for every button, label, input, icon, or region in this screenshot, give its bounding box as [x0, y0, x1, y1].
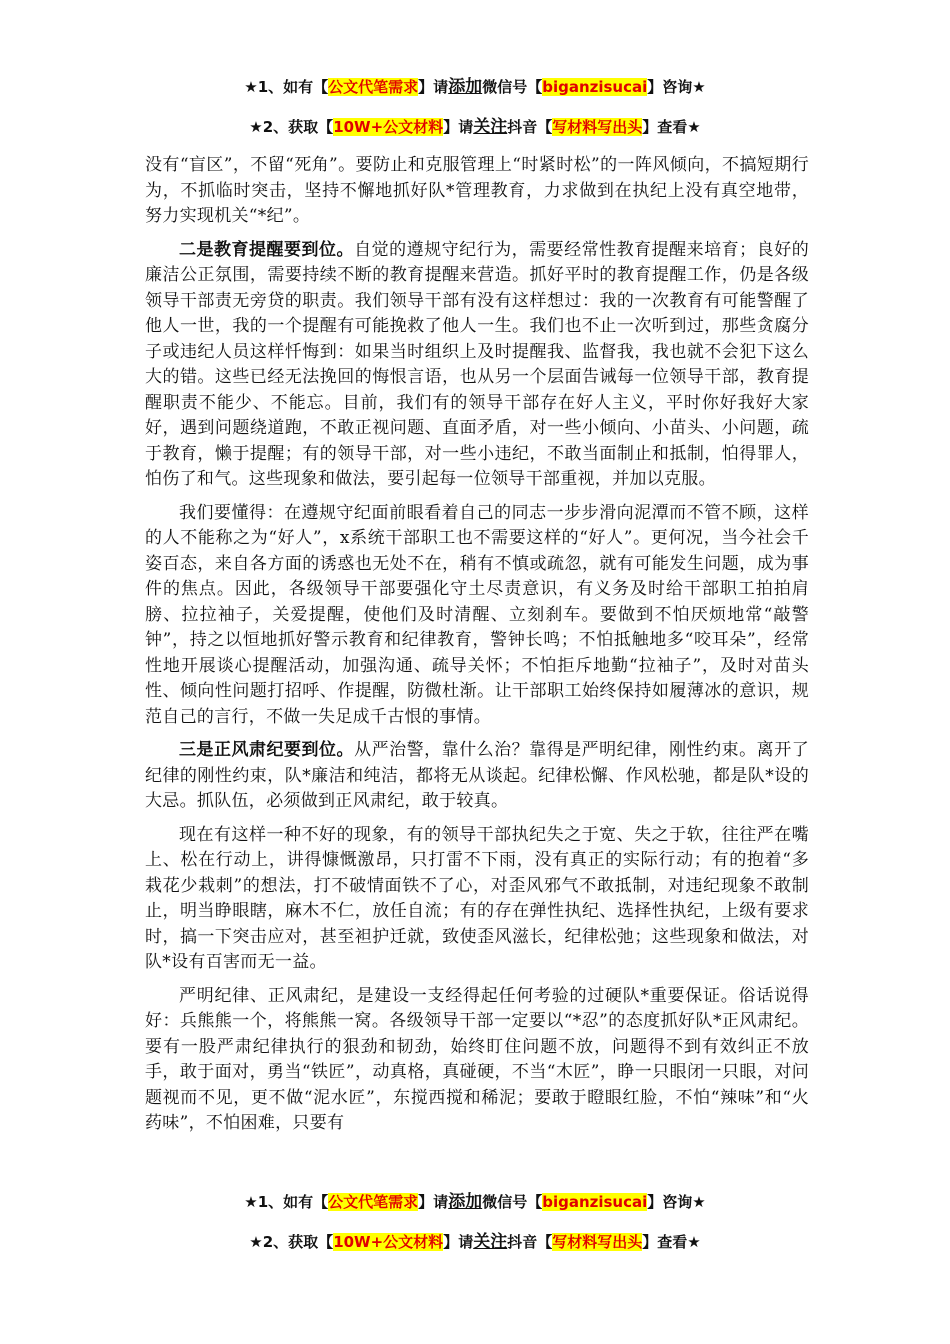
banner-highlight: 10W+公文材料: [333, 1233, 444, 1251]
banner-emphasis: 关注: [473, 1232, 508, 1252]
banner-text: 微信号【: [482, 1193, 543, 1211]
banner-text: 微信号【: [482, 78, 543, 96]
banner-text: 】咨询★: [647, 1193, 706, 1211]
header-banner-line1: [0, 72, 950, 97]
footer-banner-line2: [0, 1227, 950, 1252]
banner-text: ★1、如有【: [244, 78, 329, 96]
banner-highlight: 公文代笔需求: [328, 78, 419, 96]
banner-wechat-id: biganzisucai: [542, 78, 648, 96]
banner-highlight: 公文代笔需求: [328, 1193, 419, 1211]
paragraph: 我们要懂得：在遵规守纪面前眼看着自己的同志一步步滑向泥潭而不管不顾，这样的人不能称之为“好人”，x系统干部职工也不需要这样的“好人”。更何况，当今社会千姿百态，来自各方面的诱惑也无处不在，稍有不慎或疏忽，就有可能发生问题，成为事件的焦点。因此，各级领导干部要强化守土尽责意识，有义务及时给干部职工拍拍肩膀、拉拉袖子，关爱提醒，使他们及时清醒、立刻刹车。要做到不怕厌烦地常“敲警钟”，持之以恒地抓好警示教育和纪律教育，警钟长鸣；不怕抵触地多“咬耳朵”，经常性地开展谈心提醒活动，加强沟通、疏导关怀；不怕拒斥地勤“拉袖子”，及时对苗头性、倾向性问题打招呼、作提醒，防微杜渐。让干部职工始终保持如履薄冰的意识，规范自己的言行，不做一失足成千古恨的事情。: [145, 502, 809, 727]
banner-emphasis: 添加: [448, 1192, 483, 1212]
banner-text: 】查看★: [642, 118, 701, 136]
banner-text: ★1、如有【: [244, 1193, 329, 1211]
paragraph-text: 从严治警，靠什么治？靠得是严明纪律，刚性约束。离开了纪律的刚性约束，队*廉洁和纯洁，都将无从谈起。纪律松懈、作风松驰，都是队*设的大忌。抓队伍，必须做到正风肃纪，敢于较真。: [145, 740, 809, 811]
banner-text: 抖音【: [507, 1233, 553, 1251]
paragraph: 现在有这样一种不好的现象，有的领导干部执纪失之于宽、失之于软，往往严在嘴上、松在行动上，讲得慷慨激昂，只打雷不下雨，没有真正的实际行动；有的抱着“多栽花少栽刺”的想法，打不破情面铁不了心，对歪风邪气不敢抵制，对违纪现象不敢制止，明当睁眼瞎，麻木不仁，放任自流；有的存在弹性执纪、选择性执纪，上级有要求时，搞一下突击应对，甚至袒护迁就，致使歪风滋长，纪律松弛；这些现象和做法，对队*设有百害而无一益。: [145, 824, 809, 972]
banner-text: 】请: [418, 1193, 449, 1211]
banner-text: ★2、获取【: [249, 1233, 334, 1251]
section-heading: 二是教育提醒要到位。: [179, 239, 355, 260]
banner-wechat-id: biganzisucai: [542, 1193, 648, 1211]
banner-highlight: 10W+公文材料: [333, 118, 444, 136]
footer-banner-line1: [0, 1187, 950, 1212]
banner-douyin-id: 写材料写出头: [552, 1233, 643, 1251]
banner-text: 】请: [443, 118, 474, 136]
banner-text: 】咨询★: [647, 78, 706, 96]
paragraph: 严明纪律、正风肃纪，是建设一支经得起任何考验的过硬队*重要保证。俗话说得好：兵熊熊一个，将熊熊一窝。各级领导干部一定要以“*忍”的态度抓好队*正风肃纪。要有一股严肃纪律执行的狠劲和韧劲，始终盯住问题不放，问题得不到有效纠正不放手，敢于面对，勇当“铁匠”，动真格，真碰硬，不当“木匠”，睁一只眼闭一只眼，对问题视而不见，更不做“泥水匠”，东搅西搅和稀泥；要敢于瞪眼红脸，不怕“辣味”和“火药味”，不怕困难，只要有: [145, 985, 809, 1133]
banner-text: 】请: [418, 78, 449, 96]
paragraph: 没有“盲区”，不留“死角”。要防止和克服管理上“时紧时松”的一阵风倾向，不搞短期行为，不抓临时突击，坚持不懈地抓好队*管理教育，力求做到在执纪上没有真空地带，努力实现机关“*纪”。: [145, 155, 809, 226]
banner-text: ★2、获取【: [249, 118, 334, 136]
banner-text: 】请: [443, 1233, 474, 1251]
section-heading: 三是正风肃纪要到位。: [179, 740, 355, 760]
banner-text: 】查看★: [642, 1233, 701, 1251]
banner-emphasis: 添加: [448, 77, 483, 97]
paragraph: [145, 238, 809, 493]
banner-text: 抖音【: [507, 118, 553, 136]
paragraph-text: 自觉的遵规守纪行为，需要经常性教育提醒来培育；良好的廉洁公正氛围，需要持续不断的教育提醒来营造。抓好平时的教育提醒工作，仍是各级领导干部责无旁贷的职责。我们领导干部有没有这样想过：我的一次教育有可能警醒了他人一世，我的一个提醒有可能挽救了他人一生。我们也不止一次听到过，那些贪腐分子或违纪人员这样忏悔到：如果当时组织上及时提醒我、监督我，我也就不会犯下这么大的错。这些已经无法挽回的悔恨言语，也从另一个层面告诫每一位领导干部，教育提醒职责不能少、不能忘。目前，我们有的领导干部存在好人主义，平时你好我好大家好，遇到问题绕道跑，不敢正视问题、直面矛盾，对一些小倾向、小苗头、小问题，疏于教育，懒于提醒；有的领导干部，对一些小违纪，不敢当面制止和抵制，怕得罪人，怕伤了和气。这些现象和做法，要引起每一位领导干部重视，并加以克服。: [145, 239, 809, 489]
banner-douyin-id: 写材料写出头: [552, 118, 643, 136]
header-banner-line2: [0, 112, 950, 137]
paragraph: [145, 738, 809, 815]
document-body: [145, 153, 809, 1145]
banner-emphasis: 关注: [473, 117, 508, 137]
